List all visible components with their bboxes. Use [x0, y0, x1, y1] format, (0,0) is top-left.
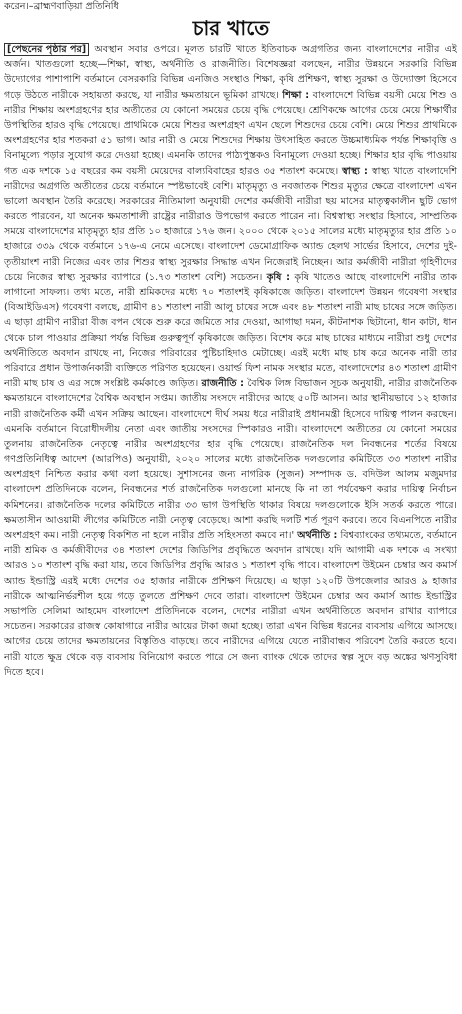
agriculture-text: কৃষি খাতেও আছে বাংলাদেশি নারীর তাক লাগানো সাফল্য। তথ্য মতে, নারী শ্রমিকদের মধ্যে ৭০ শতাংশই কৃষিকাজে জড়িত। বাংলাদেশ উন্নয়ন গবেষণা সংস্থার (বিআইডিএস) গবেষণা বলছে, গ্রামীণ ৪১ শতাংশ নারী আলু চাষের সঙ্গে এবং ৪৮ শতাংশ নারী মাছ চাষের সঙ্গে জড়িত। এ ছাড়া গ্রামীণ নারীরা বীজ বপন থেকে শুরু করে জমিতে সার দেওয়া, আগাছা দমন, কীটনাশক ছিটানো, ধান কাটা, ধান থেকে চাল পাওয়ার প্রক্রিয়া পর্যন্ত বিভিন্ন গুরুত্বপূর্ণ কৃষিকাজে জড়িত। বিশেষ করে মাছ চাষের মাধ্যমে নারীরা শুধু দেশের অর্থনীতিতে অবদান রাখছে না, নিজের পরিবারের পুষ্টিচাহিদাও মেটাচ্ছে। এরই মধ্যে মাছ চাষ করে অনেক নারী তার পরিবারে প্রধান উপার্জনকারী ব্যক্তিতে পরিণত হয়েছেন। ওয়ার্ল্ড ফিশ নামক সংস্থার মতে, বাংলাদেশের ৪৩ শতাংশ গ্রামীণ নারী মাছ চাষ ও এর সঙ্গে সংশ্লিষ্ট কর্মকাণ্ডে জড়িত। — [4, 271, 457, 390]
economy-label: অর্থনীতি : — [297, 530, 338, 541]
health-text: স্বাস্থ্য খাতে বাংলাদেশি নারীদের অগ্রগতি অতীতের চেয়ে বর্তমানে স্পষ্টভাবেই বেশি। মাতৃমৃত্যু ও নবজাতক শিশুর মৃত্যুর ক্ষেত্রে বাংলাদেশ এখন ভালো অবস্থান তৈরি করেছে। সরকারের নীতিমালা অনুযায়ী দেশের কর্মজীবী নারীরা ছয় মাসের মাতৃত্বকালীন ছুটি ভোগ করতে পারবেন, যা অনেক ক্ষমতাশালী রাষ্ট্রের নারীরাও উপভোগ করতে পারেন না। বিশ্বস্বাস্থ্য সংস্থার হিসাবে, সাম্প্রতিক সময়ে বাংলাদেশের মাতৃমৃত্যু হার প্রতি ১০ হাজারে ১৭৬ জন। ২০০০ থেকে ২০১৫ সালের মধ্যে মাতৃমৃত্যুর হার প্রতি ১০ হাজারে ৩৩৯ থেকে বর্তমানে ১৭৬-এ নেমে এসেছে। বাংলাদেশ ডেমোগ্রাফিক অ্যান্ড হেলথ সার্ভের হিসাবে, দেশের দুই-তৃতীয়াংশ নারী নিজের এবং তার শিশুর স্বাস্থ্য সুরক্ষার সিদ্ধান্ত এখন নিজেরাই নিচ্ছেন। আর কর্মজীবী নারীরা গৃহিণীদের চেয়ে নিজের স্বাস্থ্য সুরক্ষার ব্যাপারে (১.৭৩ শতাংশ বেশি) সচেতন। — [4, 165, 457, 283]
health-label: স্বাস্থ্য : — [342, 165, 368, 177]
education-text: বাংলাদেশে বিভিন্ন বয়সী মেয়ে শিশু ও নারীর শিক্ষায় অংশগ্রহণের হার অতীতের যে কোনো সময়ের চেয়ে বৃদ্ধি পেয়েছে। শ্রেণিকক্ষে আগের চেয়ে মেয়ে শিক্ষার্থীর উপস্থিতির হারও বৃদ্ধি পেয়েছে। প্রাথমিকে মেয়ে শিশুর অংশগ্রহণ এখন ছেলে শিশুদের চেয়ে বেশি। মেয়ে শিশুর প্রাথমিকে অংশগ্রহণের হার শতকরা ৫১ ভাগ। আর নারী ও মেয়ে শিশুদের শিক্ষায় উৎসাহিত করতে উচ্চমাধ্যমিক পর্যন্ত শিক্ষাবৃত্তি ও বিনামূল্যে পড়ার সুযোগ করে দেওয়া হচ্ছে। এমনকি তাদের পাঠ্যপুস্তকও বিনামূল্যে দেওয়া হচ্ছে। শিক্ষার হার বৃদ্ধি পাওয়ায় গত এক দশকে ১৫ বছরের কম বয়সী মেয়েদের বাল্যবিবাহের হারও ৩৫ শতাংশ কমেছে। — [4, 89, 457, 177]
politics-text: বৈশ্বিক লিঙ্গ বিভাজন সূচক অনুযায়ী, নারীর রাজনৈতিক ক্ষমতায়নে বাংলাদেশের বৈশ্বিক অবস্থান সপ্তম। জাতীয় সংসদে নারীদের আছে ৫০টি আসন। আর স্থানীয়ভাবে ১২ হাজার নারী রাজনৈতিক কর্মী এখন সক্রিয় আছেন। বাংলাদেশে দীর্ঘ সময় ধরে নারীরাই প্রধানমন্ত্রী হিসেবে দায়িত্ব পালন করছেন। এমনকি বর্তমানে বিরোধীদলীয় নেতা এবং জাতীয় সংসদের স্পিকারও নারী। বাংলাদেশে অতীতের যে কোনো সময়ের তুলনায় রাজনৈতিক নেতৃত্বে নারীর অংশগ্রহণের হার বৃদ্ধি পেয়েছে। রাজনৈতিক দল নিবন্ধনের শর্তের বিষয়ে গণপ্রতিনিধিত্ব আদেশ (আরপিও) অনুযায়ী, ২০২০ সালের মধ্যে রাজনৈতিক দলগুলোর কমিটিতে ৩৩ শতাংশ নারীর অংশগ্রহণ নিশ্চিত করার কথা বলা হয়েছে। সুশাসনের জন্য নাগরিক (সুজন) সম্পাদক ড. বদিউল আলম মজুমদার বাংলাদেশ প্রতিদিনকে বলেন, নিবন্ধনের শর্ত রাজনৈতিক দলগুলো মানছে কি না তা পর্যবেক্ষণ করার দায়িত্ব নির্বাচন কমিশনের। রাজনৈতিক দলের কমিটিতে নারীর ৩৩ ভাগ উপস্থিতি থাকার বিষয়ে দলগুলোকে ইসি সতর্ক করতে পারে। ক্ষমতাসীন আওয়ামী লীগের কমিটিতে নারী নেতৃত্ব বেড়েছে। আশা করছি দলটি শর্ত পূরণ করবে। তবে বিএনপিতে নারীর অংশগ্রহণ কম। নারী নেতৃত্ব বিকশিত না হলে নারীর প্রতি সহিংসতা কমবে না।' — [4, 378, 457, 541]
intro-text: অবস্থান সবার ওপরে। মূলত চারটি খাতে ইতিবাচক অগ্রগতির জন্য বাংলাদেশের নারীর এই অর্জন। খাতগুলো হচ্ছে—শিক্ষা, স্বাস্থ্য, অর্থনীতি ও রাজনীতি। বিশেষজ্ঞরা বলছেন, নারীর উন্নয়নে সরকারি বিভিন্ন উদ্যোগের পাশাপাশি বর্তমানে বেসরকারি বিভিন্ন এনজিও সংস্থাও শিক্ষা, কৃষি প্রশিক্ষণ, স্বাস্থ্য সুরক্ষা ও উদ্যোক্তা হিসেবে গড়ে উঠতে নারীকে সহায়তা করছে, যা নারীর ক্ষমতায়নে ভূমিকা রাখছে। — [4, 44, 457, 101]
economy-text: বিশ্বব্যাংকের তথ্যমতে, বর্তমানে নারী শ্রমিক ও কর্মজীবীদের ৩৪ শতাংশ দেশের জিডিপির প্রবৃদ্ধিতে অবদান রাখছে। যদি আগামী এক দশকে এ সংখ্যা আরও ১০ শতাংশ বৃদ্ধি করা যায়, তবে জিডিপির প্রবৃদ্ধি আরও ১ শতাংশ বৃদ্ধি পাবে। বাংলাদেশ উইমেন চেম্বার অব কমার্স অ্যান্ড ইন্ডাস্ট্রি এরই মধ্যে দেশের ৩৫ হাজার নারীকে প্রশিক্ষণ দিয়েছে। এ ছাড়া ১২০টি উপজেলার আরও ৯ হাজার নারীকে আত্মনির্ভরশীল হয়ে গড়ে তুলতে প্রশিক্ষণ দেবে তারা। বাংলাদেশ উইমেন চেম্বার অব কমার্স অ্যান্ড ইন্ডাস্ট্রির সভাপতি সেলিমা আহমেদ বাংলাদেশ প্রতিদিনকে বলেন, দেশের নারীরা এখন অর্থনীতিতে অবদান রাখার ব্যাপারে সচেতন। সরকারের রাজস্ব কোষাগারে নারীর আয়ের টাকা জমা হচ্ছে। তারা এখন বিভিন্ন ধরনের ব্যবসায় এগিয়ে আসছে। আগের চেয়ে তাদের ক্ষমতায়নের বিস্তৃতিও বাড়ছে। তবে নারীদের এগিয়ে যেতে নারীবান্ধব পরিবেশ তৈরি করতে হবে। নারী যাতে ক্ষুদ্র থেকে বড় ব্যবসায় বিনিয়োগ করতে পারে সে জন্য ব্যাংক থেকে তাদের স্বল্প সুদে বড় অঙ্কের ঋণসুবিধা দিতে হবে। — [4, 530, 457, 678]
education-label: শিক্ষা : — [282, 89, 310, 101]
politics-label: রাজনীতি : — [201, 378, 245, 390]
headline: চার খাতে — [192, 16, 270, 40]
article-body — [4, 42, 457, 1010]
previous-article-tail: করেন।–ব্রাহ্মণবাড়িয়া প্রতিনিধি — [4, 1, 119, 12]
agriculture-label: কৃষি : — [266, 271, 290, 283]
continued-label: [পেছনের পৃষ্ঠার পর] — [4, 43, 89, 56]
